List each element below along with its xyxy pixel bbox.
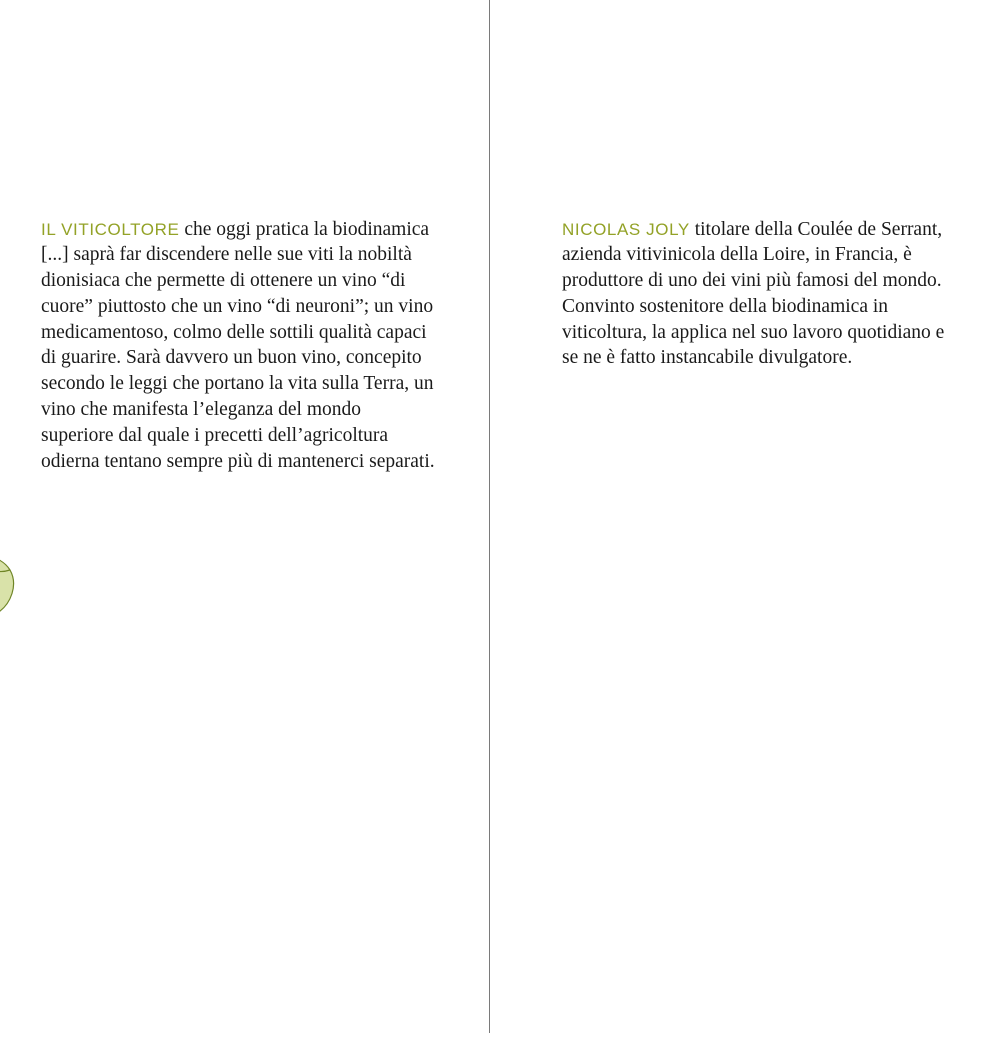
right-page xyxy=(490,0,1000,1033)
left-page xyxy=(0,0,489,1033)
right-page-body-text: titolare della Coulée de Serrant, azienda vitivinicola della Loire, in Francia, è produttore di uno dei vini più famosi del mondo. Convinto sostenitore della biodinamica in viticoltura, la applica nel suo lavoro quotidiano e se ne è fatto instancabile divulgatore. xyxy=(562,218,945,369)
left-page-body-text: che oggi pratica la biodinamica [...] saprà far discendere nelle sue viti la nobiltà dionisiaca che permette di ottenere un vino “di cuore” piuttosto che un vino “di neuroni”; un vino medicamentoso, colmo delle sottili qualità capaci di guarire. Sarà davvero un buon vino, concepito secondo le leggi che portano la vita sulla Terra, un vino che manifesta l’eleganza del mondo superiore dal quale i precetti dell’agricoltura odierna tentano sempre più di mantenerci separati. xyxy=(41,218,435,472)
vine-leaf-page-edge-illustration xyxy=(0,540,44,710)
left-page-lead-in: IL VITICOLTORE xyxy=(41,219,180,239)
right-page-lead-in: NICOLAS JOLY xyxy=(562,219,690,239)
left-page-paragraph xyxy=(41,217,437,475)
right-page-paragraph xyxy=(562,217,954,372)
